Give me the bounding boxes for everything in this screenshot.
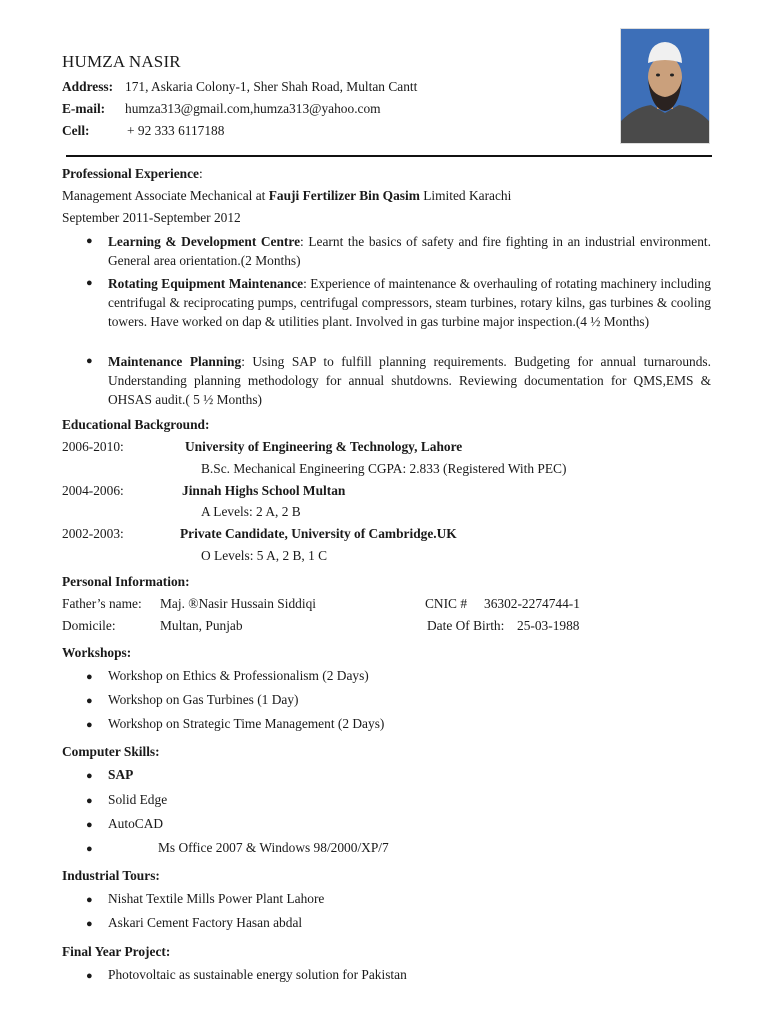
bullet-icon: ● (86, 671, 93, 683)
personal-heading: Personal Information: (62, 574, 190, 589)
workshops-heading: Workshops: (62, 645, 132, 660)
email-value: humza313@gmail.com,humza313@yahoo.com (125, 101, 381, 116)
bullet-icon: ● (86, 918, 93, 930)
bullet-icon: ● (86, 970, 93, 982)
skill-item: SAP (108, 767, 134, 782)
experience-item: Learning & Development Centre: Learnt the basics of safety and fire fighting in an industrial environment. General area orientation.(2 Months) (108, 234, 711, 269)
tour-item: Askari Cement Factory Hasan abdal (108, 915, 303, 930)
tour-item: Nishat Textile Mills Power Plant Lahore (108, 891, 325, 906)
experience-heading: Professional Experience: (62, 166, 203, 181)
workshop-item: Workshop on Strategic Time Management (2 Days) (108, 716, 385, 731)
cnic-value: 36302-2274744-1 (484, 596, 580, 611)
bullet-icon: ● (86, 819, 93, 831)
education-heading: Educational Background: (62, 417, 210, 432)
skill-item: Solid Edge (108, 792, 168, 807)
profile-photo (620, 28, 710, 144)
bullet-icon: ● (86, 770, 93, 782)
address-value: 171, Askaria Colony-1, Sher Shah Road, Multan Cantt (125, 79, 418, 94)
education-years: 2004-2006: (62, 483, 124, 498)
skill-item: Ms Office 2007 & Windows 98/2000/XP/7 (158, 840, 389, 855)
bullet-icon: ● (86, 355, 93, 367)
education-years: 2002-2003: (62, 526, 124, 541)
bullet-icon: ● (86, 277, 93, 289)
cell-value: + 92 333 6117188 (127, 123, 225, 138)
cnic-label: CNIC # (425, 596, 468, 611)
experience-item: Maintenance Planning: Using SAP to fulfill planning requirements. Budgeting for annual turnarounds. Understanding planning methodology for annual shutdowns. Reviewing documentation for QMS,EMS & OHSAS audit.( 5 ½ Months) (108, 354, 711, 408)
skill-item: AutoCAD (108, 816, 164, 831)
email-label: E-mail: (62, 101, 106, 116)
tours-heading: Industrial Tours: (62, 868, 160, 883)
experience-item: Rotating Equipment Maintenance: Experience of maintenance & overhauling of rotating machinery including centrifugal & reciprocating pumps, centrifugal compressors, steam turbines, rotary kilns, gas turbines & cooling towers. Have worked on dap & utilities plant. Involved in gas turbine major inspection.(4 ½ Months) (108, 276, 712, 330)
experience-period: September 2011-September 2012 (62, 210, 241, 225)
dob-label: Date Of Birth: (427, 618, 505, 633)
bullet-icon: ● (86, 843, 93, 855)
education-institution: Private Candidate, University of Cambridge.UK (180, 526, 457, 541)
bullet-icon: ● (86, 719, 93, 731)
cell-label: Cell: (62, 123, 90, 138)
candidate-name: HUMZA NASIR (62, 52, 181, 71)
project-heading: Final Year Project: (62, 944, 171, 959)
profile-photo-image (621, 29, 709, 143)
father-value: Maj. ®Nasir Hussain Siddiqi (160, 596, 316, 611)
father-label: Father’s name: (62, 596, 142, 611)
education-detail: A Levels: 2 A, 2 B (201, 504, 301, 519)
domicile-label: Domicile: (62, 618, 116, 633)
address-label: Address: (62, 79, 114, 94)
education-years: 2006-2010: (62, 439, 124, 454)
bullet-icon: ● (86, 235, 93, 247)
project-item: Photovoltaic as sustainable energy solution for Pakistan (108, 967, 407, 982)
education-detail: B.Sc. Mechanical Engineering CGPA: 2.833 (Registered With PEC) (201, 461, 567, 476)
company-name: Fauji Fertilizer Bin Qasim (268, 188, 420, 203)
skills-heading: Computer Skills: (62, 744, 160, 759)
education-detail: O Levels: 5 A, 2 B, 1 C (201, 548, 328, 563)
domicile-value: Multan, Punjab (160, 618, 243, 633)
bullet-icon: ● (86, 894, 93, 906)
education-institution: University of Engineering & Technology, Lahore (185, 439, 463, 454)
education-institution: Jinnah Highs School Multan (182, 483, 346, 498)
bullet-icon: ● (86, 695, 93, 707)
experience-role: Management Associate Mechanical at Fauji Fertilizer Bin Qasim Limited Karachi (62, 188, 512, 203)
header-divider (66, 155, 712, 157)
workshop-item: Workshop on Ethics & Professionalism (2 Days) (108, 668, 369, 683)
bullet-icon: ● (86, 795, 93, 807)
dob-value: 25-03-1988 (517, 618, 580, 633)
workshop-item: Workshop on Gas Turbines (1 Day) (108, 692, 299, 707)
